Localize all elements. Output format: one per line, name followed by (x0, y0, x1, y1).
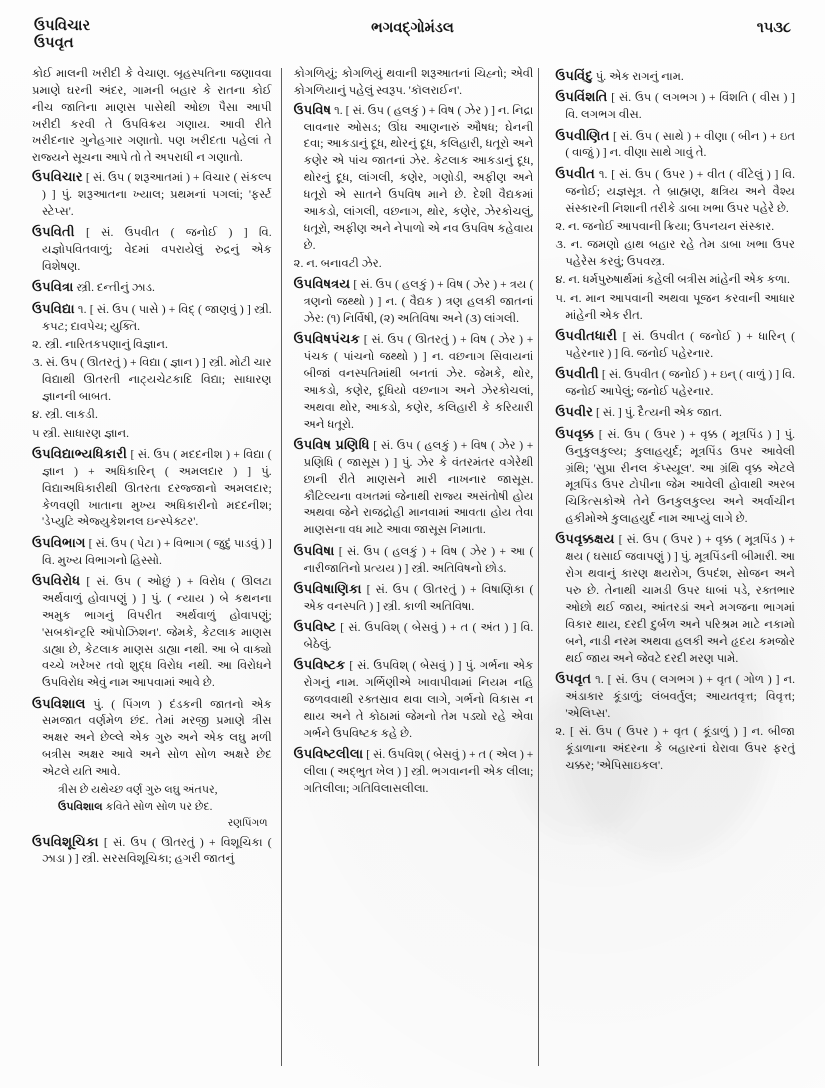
entry-list-column-3 (555, 66, 795, 775)
entry-headword: ઉપવિત્રા (32, 279, 74, 295)
entry-etymology: ૧. [ સં. ઉપ ( પાસે ) + વિદ્ ( જાણવું ) ] (77, 302, 251, 316)
entry-definition: પું. ઉનુકુલકુલ્ય; કુલાહયુર્દ; મૂત્રપિંડ ઉપર આવેલી ગ્રંથિ; 'સુપ્રા રીનલ કૅપ્સ્યૂલ'. આ ગ્રંથિ વૃક્ક એટલે મૂત્રપિંડ ઉપર ટોપીના જેમ આવેલી હોવાથી અરબ ચિકિત્સકોએ તેને ઉનકુલકુલ્ય અને અર્વાચીન હકીમોએ કુલાહયુર્દ નામ આપ્યું લાગે છે. (565, 427, 796, 526)
entry-headword: ઉપવિષ પ્રણિધિ (293, 437, 370, 453)
entry-definition: પું. દૈત્યની એક જાત. (624, 406, 722, 420)
dictionary-entry (294, 435, 534, 539)
entry-etymology: [ સં. ઉપ ( ઓછું ) + વિરોધ ( ઊલટા અર્થવાળું હોવાપણું ) ] (42, 575, 272, 605)
page-number: ૧૫૩૮ (756, 20, 791, 36)
column-3 (544, 66, 799, 1074)
entry-definition: સ્ત્રી. ભગવાનની એક લીલા; ગતિલીલા; ગતિવિલાસલીલા. (303, 765, 534, 795)
entry-definition: ન. નિદ્રા લાવનાર ઓસડ; ઊંઘ આણનારું ઔષધ; ઘેનની દવા; આકડાનું દૂધ, થોરનું દૂધ, કલિહારી, ધતૂરો અને કણેર એ પાંચ જાતનાં ઝેર. કેટલાક આકડાનું દૂધ, થોરનું દૂધ, લાંગલી, કણેર, ગણોડી, અફીણ અને ધતૂરો એ સાતને ઉપવિષ માને છે. દેશી વૈદ્યકમાં આકડો, લાંગલી, વછનાગ, થોર, કણેર, ઝેરકોચલું, ધતૂરો, અફીણ અને નેપાળો એ નવ ઉપવિષ કહેવાય છે. (303, 103, 534, 252)
entry-etymology: [ સં. ઉપવિશ્ ( બેસવું ) ] (349, 659, 462, 673)
entry-list-column-2 (294, 100, 534, 798)
entry-headword: ઉપવીત (555, 165, 596, 181)
entry-definition: સ્ત્રી. કાળી અતિવિષા. (382, 599, 475, 613)
entry-definition: પું. વિદ્યાઅધિકારીથી ઊતરતા દરજ્જાનો અમલદાર; કેળવણી ખાતાના મુખ્ય અધિકારીનો મદદનીશ; 'ડેપ્યુટિ એજ્યુકેશનલ ઇન્સ્પેક્ટર'. (42, 464, 272, 529)
entry-headword: ઉપવિરોધ (32, 573, 81, 589)
entry-etymology: [ સં. ઉપ ( પેટા ) + વિભાગ ( જુદું પાડવું ) ] (88, 536, 272, 550)
entry-etymology: [ સં. ઉપ ( સાથે ) + વીણા ( બીન ) + ઇત ( વાજું ) ] (565, 129, 796, 160)
dictionary-entry (294, 541, 534, 578)
dictionary-entry (555, 364, 795, 401)
dictionary-entry (555, 87, 795, 124)
entry-headword: ઉપવિભાગ (32, 534, 86, 550)
entry-etymology: [ સં. ઉપ ( લગભગ ) + વિંશતિ ( વીસ ) ] (611, 91, 796, 105)
entry-definition: વિ. યજ્ઞોપવિતવાળું; વેદમાં વપરાયેલું રુદ્રનું એક વિશેષણ. (42, 226, 272, 273)
dictionary-entry (32, 533, 272, 570)
verse-line: ત્રીસ છે યથેચ્છ વર્ણ ગુરુ લઘુ અંતપર, (58, 783, 218, 796)
dictionary-entry (555, 402, 795, 422)
carryover-paragraph: કોગળિયું; કોગળિયું થવાની શરૂઆતનાં ચિહ્નો; એવી કોગળિયાનું પહેલું સ્વરૂપ. 'કૉલરાઈન'. (293, 67, 534, 97)
dictionary-entry (32, 694, 272, 781)
entry-definition: પું. ઝેર કે વંતરમંતર વગેરેથી છાની રીતે માણસને મારી નાખનાર જાસૂસ. કૌટિલ્યના વખતમાં જેનાથી રાજ્ય અસંતોષી હોય અથવા જેને રાજદ્રોહી માનવામાં આવતા હોય તેવા માણસના વધ માટે આવા જાસૂસ નિમાતા. (303, 455, 534, 537)
entry-etymology: [ સં. ઉપ ( હલકું ) + વિષ ( ઝેર ) + આ ( નારીજાતિનો પ્રત્યય ) ] (303, 544, 534, 575)
entry-etymology: ૧. [ સં. ઉપ ( ઉપર ) + વીત ( વીંટેલું ) ] (598, 167, 779, 181)
entry-headword: ઉપવિતી (32, 224, 75, 240)
entry-definition: પું. મૂત્રપિંડની બીમારી. આ રોગ થવાનું કારણ ક્ષયરોગ, ઉપદંશ, સોજન અને પરુ છે. તેનાથી ચામડી ઉપર ધાબાં પડે, રક્તભાર ઓછો થઈ જાય, આંતરડાં અને મગજના ભાગમાં વિકાર થાય, દરદી દુર્બળ અને પરિશ્રમ માટે નકામો બને, નાડી નરમ અથવા હલકી અને હૃદય કમજોર થઈ જાય અને જેવટે દરદી મરણ પામે. (565, 550, 796, 665)
entry-headword: ઉપવીતી (555, 366, 599, 382)
dictionary-entry (555, 529, 795, 667)
entry-etymology: ૧. [ સં. ઉપ ( લગભગ ) + વૃત ( ગોળ ) ] (595, 672, 780, 686)
entry-definition: પું. ( ન્યાય ) બે કથનના અમુક ભાગનું વિપરીત અર્થવાળું હોવાપણું; 'સબકૉન્ટ્રરિ ઑપોઝિશન'. જેમકે, કેટલાક માણસ ડાહ્યા છે, કેટલાક માણસ ડાહ્યા નથી. આ બે વાક્યો વચ્ચે ખરેખર તવો શુદ્ધ વિરોધ નથી. આ વિરોધને ઉપવિરોધ એવું નામ આપવામાં આવે છે. (42, 591, 272, 690)
dictionary-entry (294, 744, 534, 798)
dictionary-entry (294, 100, 534, 255)
entry-headword: ઉપવિશૂચિકા (32, 833, 99, 849)
dictionary-entry (32, 444, 272, 531)
verse-headword-mention: ઉપવિશાલ (58, 801, 103, 814)
entry-etymology: [ સં. ઉપ ( શરૂઆતમાં ) + વિચાર ( સંકલ્પ ) ] (42, 171, 272, 202)
entry-headword: ઉપવિષા (293, 542, 335, 558)
entry-sense: ૨. [ સં. ઉપ ( ઉપર ) + વૃત ( કૂંડાળું ) ] ન. બીજા કૂંડાળાના અંદરના કે બહારનાં ઘેરાવા ઉપર ફરતું ચક્કર; 'એપિસાઇકલ'. (555, 724, 796, 772)
entry-definition: પું. ( પિંગળ ) દંડકની જાતનો એક સમજાત વર્ણમેળ છંદ. તેમાં મરજી પ્રમાણે ત્રીસ અક્ષર અને છેલ્લે એક ગુરુ અને એક લઘુ મળી બત્રીસ અક્ષર આવે અને સોળ સોળ અક્ષરે છેદ એટલે યતિ આવે. (42, 697, 272, 779)
entry-definition: વિ. જનોઈ આપેલું; જનોઈ પહેરનાર. (565, 368, 796, 399)
dictionary-entry (555, 669, 795, 723)
entry-definition: વિ. લગભગ વીસ. (565, 108, 642, 122)
entry-etymology: [ સં. ઉપ ( ઉપર ) + વૃક્ક ( મૂત્રપિંડ ) + ક્ષય ( ઘસાઈ જવાપણું ) ] (565, 533, 796, 564)
entry-headword: ઉપવૃક્કક્ષય (555, 531, 615, 547)
entry-sense: ૩. ન. જમણો હાથ બહાર રહે તેમ ડાબા ખભા ઉપર પહેરેસ કરવું; ઉપવસ્ત્ર. (555, 238, 796, 269)
entry-definition: પું. ગર્ભના એક રોગનું નામ. ગર્ભિણીએ ખાવાપીવામાં નિયમ નહિ જળવવાથી રક્તસ્રાવ થવા લાગે, ગર્ભનો વિકાસ ન થાય અને તે કોઠામાં જેમનો તેમ પડ્યો રહે એવા ગર્ભને ઉપવિષ્ટક કહે છે. (303, 659, 534, 740)
entry-headword: ઉપવિંદુ (555, 68, 593, 83)
entry-sense: ૪. ન. ધર્મપુરુષાર્થમાં કહેલી બત્રીસ માંહેની એક કળા. (555, 273, 790, 287)
entry-sense: ૨. સ્ત્રી. નારિતકપણાનું વિજ્ઞાન. (32, 337, 168, 351)
entry-headword: ઉપવૃક્ક (555, 425, 595, 441)
entry-etymology: [ સં. ઉપ ( હલકું ) + વિષ ( ઝેર ) + પ્રણિધિ ( જાસૂસ ) ] (303, 439, 534, 469)
entry-definition: ન. વછનાગ સિવાયનાં બીજાં વનસ્પતિમાંથી બનતાં ઝેર. જેમકે, થોર, આકડો, કણેર, દૂધિયો વછનાગ અને ઝેરકોચલાં, અથવા થોર, આકડો, કણેર, કલિહારી કે કરિયારી અને ધતૂરો. (303, 350, 534, 431)
book-title: ભગવદ્ગોમંડલ (371, 20, 454, 36)
entry-sense: ૫ સ્ત્રી. સાધારણ જ્ઞાન. (32, 426, 130, 440)
verse-line: ઉપવિશાલ કવિતે સોળ સોળ પર છેદ. (58, 801, 213, 814)
dictionary-entry (555, 126, 795, 163)
entry-definition: ન. અંડાકાર કૂંડાળું; લંબવર્તુલ; આયતવૃત્ત; વિવૃત્ત; 'એલિપ્સ'. (565, 672, 796, 720)
dictionary-entry (32, 167, 272, 221)
entry-headword: ઉપવિષાણિકા (293, 580, 362, 596)
entry-sense: ૨. ન. બનાવટી ઝેર. (293, 256, 382, 270)
entry-definition: વિ. જનોઈ; યજ્ઞસૂત્ર. તે બ્રાહ્મણ, ક્ષત્રિય અને વૈશ્ય સંસ્કારની નિશાની તરીકે ડાબા ખભા ઉપર પહેરે છે. (565, 167, 796, 215)
dictionary-entry (294, 655, 534, 742)
entry-definition: વિ. મુખ્ય વિભાગનો હિસ્સો. (42, 553, 162, 567)
dictionary-entry (555, 326, 795, 363)
entry-definition: સ્ત્રી. સરસવિશૂચિકા; હગરી જાતનું (81, 852, 235, 866)
entry-etymology: [ સં. ઉપવીત ( જનોઈ ) ] (85, 226, 248, 240)
entry-sense: ૪. સ્ત્રી. લાકડી. (32, 408, 98, 422)
verse-attribution: રણપિંગળ (227, 818, 268, 830)
entry-headword: ઉપવિષ (293, 101, 332, 117)
entry-definition: પું. એક રાગનું નામ. (595, 70, 684, 83)
column-1 (26, 66, 283, 1074)
entry-definition: પું. શરૂઆતના ખ્યાલ; પ્રથમનાં પગલાં; 'ફર્સ્ટ સ્ટેપ્સ'. (42, 188, 272, 218)
entry-headword: ઉપવિચાર (32, 169, 83, 185)
entry-etymology: [ સં. ઉપ ( હલકું ) + વિષ ( ઝેર ) + ત્રય ( ત્રણનો જથ્થો ) ] (303, 278, 534, 309)
entry-definition: સ્ત્રી. દન્તીનું ઝાડ. (76, 281, 155, 295)
entry-headword: ઉપવિશાલ (32, 695, 86, 711)
entry-etymology: [ સં. ઉપ ( ઊતરતું ) + વિષ ( ઝેર ) + પંચક ( પાંચનો જથ્થો ) ] (303, 333, 534, 364)
carryover-paragraph: કોઈ માલની ખરીદી કે વેચાણ. બૃહસ્પતિના જણાવવા પ્રમાણે ઘરની અંદર, ગામની બહાર કે રાતના કોઈ નીચ જાતિના માણસ પાસેથી ઓછા પૈસા આપી ખરીદી કરવી તે ઉપવિક્રય ગણાય. આવી રીતે ખરીદનાર ગુનેહગાર ગણાતો. પણ ખરીદતા પહેલાં તે રાજ્યને સૂચના આપે તો તે અપરાધી ન ગણાતો. (32, 67, 272, 165)
entry-sense: ૫. ન. માન આપવાની અથવા પૂજન કરવાની આધાર માંહેની એક રીત. (555, 291, 796, 322)
dictionary-entry (32, 277, 272, 297)
running-head (26, 18, 799, 66)
entry-definition: વિ. બેઠેલું. (303, 621, 534, 651)
entry-etymology: [ સં. ઉપ ( ઊતરતું ) + વિષાણિકા ( એક વનસ્પતિ ) ] (303, 582, 534, 613)
entry-headword: ઉપવિષ્ટલીલા (293, 746, 364, 762)
running-head-left-first-entry: ઉપવિચાર (34, 18, 91, 34)
entry-etymology: [ સં. ઉપવીત ( જનોઈ ) + ઇન્ ( વાળું ) ] (601, 368, 780, 382)
entry-etymology: [ સં. ઉપ ( મદદનીશ ) + વિદ્યા ( જ્ઞાન ) + અધિકારિન્ ( અમલદાર ) ] (42, 448, 272, 478)
entry-sense: ૨. ન. જનોઈ આપવાની ક્રિયા; ઉપનયન સંસ્કાર. (555, 219, 775, 233)
entry-etymology: [ સં. ઉપવીત ( જનોઈ ) + ધારિન્ ( પહેરનાર ) ] (565, 330, 796, 360)
dictionary-entry (555, 164, 795, 218)
dictionary-entry (32, 299, 272, 336)
running-head-left-last-entry: ઉપવૃત (34, 35, 74, 52)
entry-etymology: [ સં. ઉપવિશ્ ( બેસવું ) + ત ( અંત ) ] (340, 621, 517, 635)
entry-headword: ઉપવિષપંચક (293, 331, 360, 347)
entry-headword: ઉપવીણિત (555, 127, 610, 143)
column-container (26, 66, 799, 1074)
entry-headword: ઉપવૃત (555, 670, 592, 686)
entry-definition: ન. વીણા સાથે ગાવું તે. (609, 146, 707, 160)
dictionary-entry (294, 617, 534, 654)
dictionary-entry (294, 274, 534, 328)
entry-definition: વિ. જનોઈ પહેરનાર. (621, 346, 714, 360)
entry-headword: ઉપવિદ્યાભ્યધિકારી (32, 446, 127, 462)
entry-etymology: [ સં. ઉપ ( ઉપર ) + વૃક્ક ( મૂત્રપિંડ ) ] (598, 427, 780, 441)
entry-definition: સ્ત્રી. કપટ; દાવપેચ; યુક્તિ. (42, 302, 272, 333)
entry-definition: ન. ( વૈદ્યક ) ત્રણ હલકી જાતનાં ઝેર: (૧) નિર્વિષી, (૨) અતિવિષા અને (૩) લાંગલી. (303, 295, 534, 326)
dictionary-entry (32, 832, 272, 869)
entry-headword: ઉપવીર (555, 404, 594, 420)
entry-etymology: [ સં. ઉપ ( ઊતરતું ) + વિશૂચિકા ( ઝાડા ) ] (42, 835, 272, 866)
dictionary-entry (555, 66, 795, 86)
column-2 (283, 66, 545, 1074)
dictionary-entry (32, 571, 272, 692)
entry-etymology: [ સં. ] (595, 406, 622, 420)
entry-headword: ઉપવિષ્ટ (293, 619, 337, 635)
entry-etymology: [ સં. ઉપવિશ્ ( બેસવું ) + ત ( એલ ) + લીલા ( અદ્ભુત ખેલ ) ] (303, 748, 534, 779)
entry-headword: ઉપવિષ્ટક (293, 657, 346, 673)
entry-etymology: ૧. [ સં. ઉપ ( હલકું ) + વિષ ( ઝેર ) ] (334, 103, 495, 117)
entry-sense: ૩. સં. ઉપ ( ઊતરતું ) + વિદ્યા ( જ્ઞાન ) ] સ્ત્રી. મોટી ચાર વિદ્યાથી ઊતરતી નાટ્યચેટકાદિ વિદ્યા; સાધારણ જ્ઞાનની બાબત. (32, 356, 272, 403)
entry-headword: ઉપવિદ્યા (32, 300, 75, 316)
dictionary-entry (555, 424, 795, 528)
entry-definition: સ્ત્રી. અતિવિષનો છોડ. (411, 561, 507, 575)
entry-list-column-1 (32, 167, 272, 868)
dictionary-entry (294, 329, 534, 433)
entry-headword: ઉપવિંશતિ (555, 89, 608, 105)
entry-headword: ઉપવીતધારી (555, 328, 617, 344)
entry-headword: ઉપવિષત્રય (293, 276, 351, 292)
dictionary-entry (294, 579, 534, 616)
dictionary-entry (32, 222, 272, 276)
